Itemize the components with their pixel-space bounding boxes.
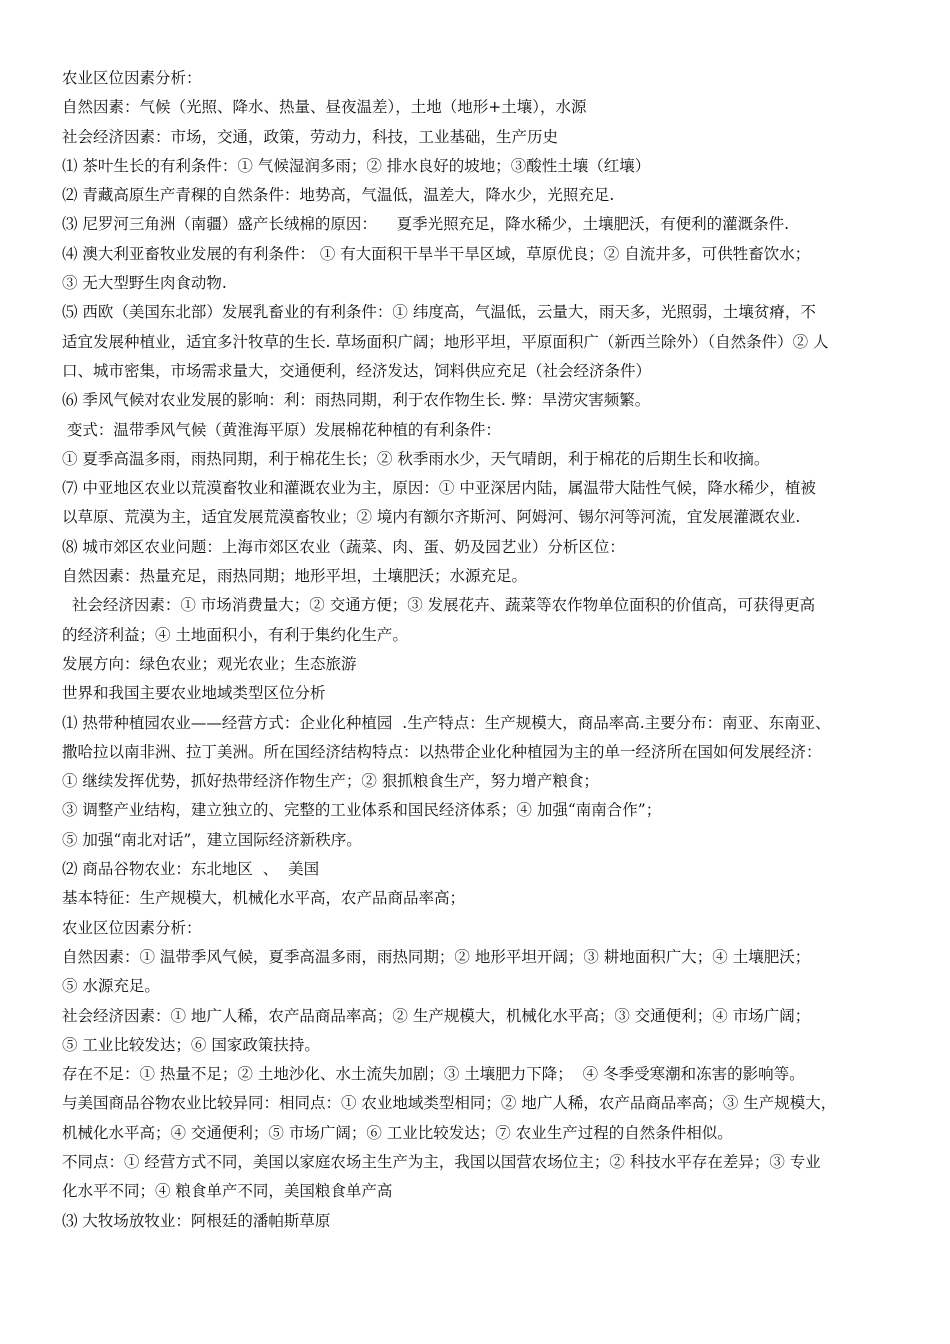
text-line: 机械化水平高；④ 交通便利；⑤ 市场广阔；⑥ 工业比较发达；⑦ 农业生产过程的自然条件相似。 xyxy=(62,1123,733,1142)
text-line: 农业区位因素分析： xyxy=(62,69,202,87)
text-line: 适宜发展种植业，适宜多汁牧草的生长. 草场面积广阔；地形平坦，平原面积广（新西兰除外）（自然条件）② 人 xyxy=(62,332,829,351)
text-line: ⑶ 大牧场放牧业：阿根廷的潘帕斯草原 xyxy=(62,1211,331,1230)
text-line: 社会经济因素：① 地广人稀，农产品商品率高；② 生产规模大，机械化水平高；③ 交通便利；④ 市场广阔； xyxy=(62,1006,811,1025)
text-line: 自然因素：热量充足，雨热同期；地形平坦，土壤肥沃；水源充足。 xyxy=(62,567,528,586)
text-line: 社会经济因素：① 市场消费量大；② 交通方便；③ 发展花卉、蔬菜等农作物单位面积的价值高，可获得更高 xyxy=(62,596,816,615)
text-line: ③ 无大型野生肉食动物. xyxy=(62,274,227,293)
text-line: ① 继续发挥优势，抓好热带经济作物生产；② 狠抓粮食生产，努力增产粮食； xyxy=(62,772,599,791)
text-line: ⑹ 季风气候对农业发展的影响：利：雨热同期，利于农作物生长. 弊：旱涝灾害频繁。 xyxy=(62,391,651,410)
text-line: ③ 调整产业结构，建立独立的、完整的工业体系和国民经济体系；④ 加强“南南合作”； xyxy=(62,801,662,820)
text-line: 以草原、荒漠为主，适宜发展荒漠畜牧业；② 境内有额尔齐斯河、阿姆河、锡尔河等河流，宜发展灌溉农业. xyxy=(62,508,801,527)
text-line: 与美国商品谷物农业比较异同：相同点：① 农业地域类型相同；② 地广人稀，农产品商品率高；③ 生产规模大， xyxy=(62,1094,837,1113)
text-line: ⑻ 城市郊区农业问题：上海市郊区农业（蔬菜、肉、蛋、奶及园艺业）分析区位： xyxy=(62,537,625,556)
text-line: ⑴ 热带种植园农业——经营方式：企业化种植园 .生产特点：生产规模大，商品率高.主要分布：南亚、东南亚、 xyxy=(62,713,831,732)
text-line: 基本特征：生产规模大，机械化水平高，农产品商品率高； xyxy=(62,889,466,908)
text-line: 农业区位因素分析： xyxy=(62,918,202,937)
text-line: 自然因素：气候（光照、降水、热量、昼夜温差），土地（地形+土壤），水源 xyxy=(62,98,587,117)
text-line: 存在不足：① 热量不足；② 土地沙化、水土流失加剧；③ 土壤肥力下降； ④ 冬季受寒潮和冻害的影响等。 xyxy=(62,1065,805,1084)
text-line: 的经济利益；④ 土地面积小，有利于集约化生产。 xyxy=(62,625,408,644)
text-line: 社会经济因素：市场，交通，政策，劳动力，科技，工业基础，生产历史 xyxy=(62,127,559,146)
text-line: ⑸ 西欧（美国东北部）发展乳畜业的有利条件：① 纬度高，气温低，云量大，雨天多，光照弱，土壤贫瘠，不 xyxy=(62,303,816,322)
text-line: ⑶ 尼罗河三角洲（南疆）盛产长绒棉的原因： 夏季光照充足，降水稀少，土壤肥沃，有便利的灌溉条件. xyxy=(62,215,790,234)
text-line: ⑤ 水源充足。 xyxy=(62,977,160,996)
text-line: 变式：温带季风气候（黄淮海平原）发展棉花种植的有利条件： xyxy=(62,420,501,439)
text-line: 化水平不同；④ 粮食单产不同，美国粮食单产高 xyxy=(62,1182,393,1201)
text-line: 发展方向：绿色农业；观光农业；生态旅游 xyxy=(62,654,357,673)
text-line: ⑵ 青藏高原生产青稞的自然条件：地势高，气温低，温差大，降水少，光照充足. xyxy=(62,186,615,205)
text-line: ⑤ 工业比较发达；⑥ 国家政策扶持。 xyxy=(62,1035,320,1054)
text-line: ⑤ 加强“南北对话”，建立国际经济新秩序。 xyxy=(62,830,362,849)
text-line: 撒哈拉以南非洲、拉丁美洲。所在国经济结构特点：以热带企业化种植园为主的单一经济所在国如何发展经济： xyxy=(62,742,822,761)
document-body xyxy=(62,64,888,1236)
text-line: ① 夏季高温多雨，雨热同期，利于棉花生长；② 秋季雨水少，天气晴朗，利于棉花的后期生长和收摘。 xyxy=(62,449,770,468)
text-line: 世界和我国主要农业地域类型区位分析 xyxy=(62,684,326,703)
text-line: 口、城市密集，市场需求量大，交通便利，经济发达，饲料供应充足（社会经济条件） xyxy=(62,361,652,380)
text-line: ⑺ 中亚地区农业以荒漠畜牧业和灌溉农业为主，原因：① 中亚深居内陆，属温带大陆性气候，降水稀少，植被 xyxy=(62,479,816,498)
text-line: 不同点：① 经营方式不同，美国以家庭农场主生产为主，我国以国营农场位主；② 科技水平存在差异；③ 专业 xyxy=(62,1152,821,1171)
text-line: ⑵ 商品谷物农业：东北地区 、 美国 xyxy=(62,860,320,879)
text-line: ⑴ 茶叶生长的有利条件：① 气候湿润多雨；② 排水良好的坡地；③酸性土壤（红壤） xyxy=(62,156,651,175)
text-line: 自然因素：① 温带季风气候，夏季高温多雨，雨热同期；② 地形平坦开阔；③ 耕地面积广大；④ 土壤肥沃； xyxy=(62,947,811,966)
text-line: ⑷ 澳大利亚畜牧业发展的有利条件： ① 有大面积干旱半干旱区域，草原优良；② 自流井多，可供牲畜饮水； xyxy=(62,244,811,263)
